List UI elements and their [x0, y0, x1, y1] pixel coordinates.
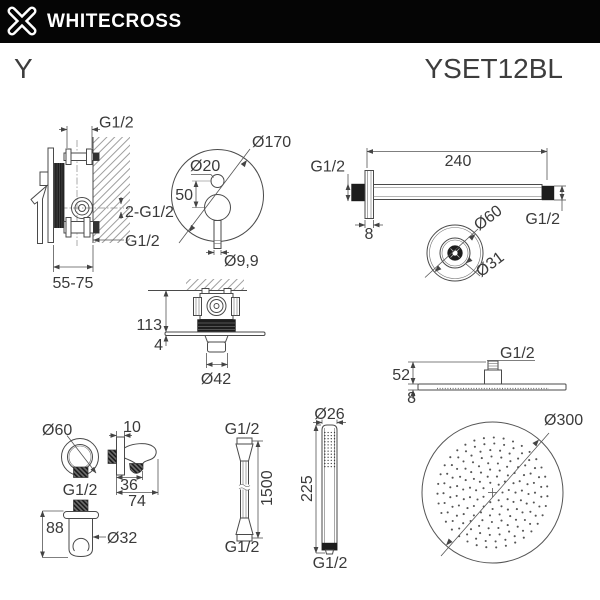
head-top-view-drawing [422, 412, 583, 563]
arm-wall-thread-label: G1/2 [310, 158, 345, 176]
mixer-side-view-drawing [31, 115, 174, 293]
mixer-front-plate-dia-label: Ø170 [252, 134, 292, 151]
hose-length-label: 1500 [259, 470, 276, 506]
outlet-plate-thickness-label: 10 [123, 419, 141, 436]
head-side-view-drawing [392, 345, 566, 407]
outlet-flange-dia-label: Ø60 [42, 422, 73, 439]
arm-outlet-thread-label: G1/2 [525, 211, 560, 228]
head-side-thread-label: G1/2 [500, 345, 535, 362]
shower-arm-drawing [310, 148, 566, 281]
mixer-section-plate-label: 4 [154, 337, 163, 354]
model-number: YSET12BL [424, 53, 563, 84]
mixer-section-depth-label: 113 [136, 317, 162, 334]
hose-drawing [225, 421, 276, 556]
mixer-front-lever-dia-label: Ø9,9 [224, 253, 259, 270]
hose-bottom-thread-label: G1/2 [224, 539, 260, 556]
series-title: Y [14, 53, 33, 84]
hose-top-thread-label: G1/2 [224, 421, 260, 438]
arm-hub-dia-label: Ø31 [473, 248, 508, 281]
mixer-section-drawing [136, 279, 265, 388]
brand-name: WHITECROSS [47, 10, 182, 32]
mixer-side-top-thread-label: G1/2 [99, 114, 134, 132]
outlet-body-dia-label: Ø32 [107, 530, 138, 547]
mixer-side-bottom-thread-label: G1/2 [125, 233, 160, 250]
mixer-side-inlets-label: 2-G1/2 [125, 204, 174, 221]
outlet-holder-offset-label: 36 [120, 477, 138, 494]
handshower-length-label: 225 [299, 475, 316, 502]
outlet-thread-label: G1/2 [62, 482, 98, 499]
mixer-section-handle-dia-label: Ø42 [200, 371, 232, 388]
handshower-dia-label: Ø26 [314, 406, 345, 423]
head-side-height-label: 52 [392, 367, 410, 384]
arm-length-label: 240 [444, 153, 472, 170]
mixer-front-view-drawing [172, 134, 292, 270]
mixer-front-spacing-label: 50 [175, 187, 193, 204]
outlet-height-label: 88 [46, 520, 64, 537]
arm-flange-thickness-label: 8 [364, 226, 374, 243]
mixer-side-depth-label: 55-75 [52, 275, 94, 292]
arm-flange-dia-label: Ø60 [471, 202, 506, 235]
handshower-thread-label: G1/2 [312, 555, 348, 572]
hand-shower-drawing [299, 406, 347, 572]
outlet-total-depth-label: 74 [128, 493, 146, 510]
head-top-dia-label: Ø300 [544, 412, 584, 429]
head-side-edge-label: 8 [407, 390, 416, 407]
wall-outlet-drawing [42, 419, 158, 558]
mixer-front-diverter-dia-label: Ø20 [190, 158, 221, 175]
